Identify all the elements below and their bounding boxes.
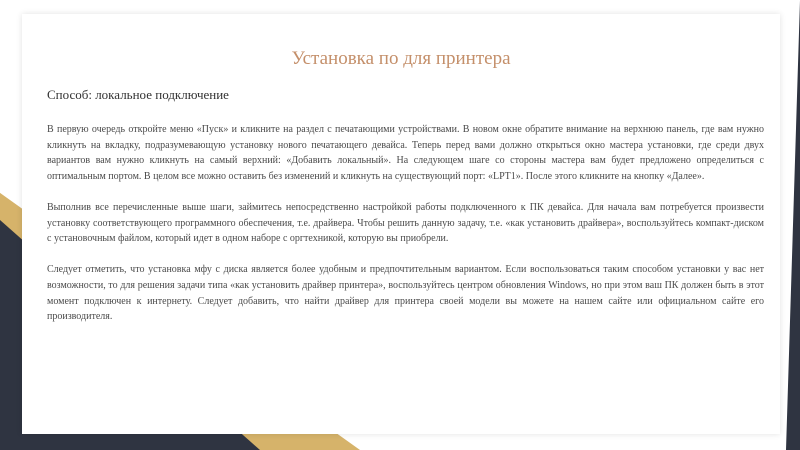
slide-body <box>47 122 764 340</box>
content-card <box>22 14 780 434</box>
paragraph-1: В первую очередь откройте меню «Пуск» и кликните на раздел с печатающими устройствами. В новом окне обратите внимание на верхнюю панель, где вам нужно кликнуть на вкладку, подразумевающую установку нового печатающего девайса. Теперь перед вами должно открыться окно мастера установки, где среди двух вариантов вам нужно кликнуть на самый верхний: «Добавить локальный». На следующем шаге со стороны мастера вам будет предложено определиться с оптимальным портом. В целом все можно оставить без изменений и кликнуть на существующий порт: «LPT1». После этого кликните на кнопку «Далее». <box>47 124 764 182</box>
paragraph-3: Следует отметить, что установка мфу с диска является более удобным и предпочтительным вариантом. Если воспользоваться таким способом установки у вас нет возможности, то для решения задачи типа «как установить драйвер принтера», воспользуйтесь центром обновления Windows, но при этом ваш ПК должен быть в этот момент подключен к интернету. Следует добавить, что найти драйвер для принтера своей модели вы можете на нашем сайте или официальном сайте его производителя. <box>47 264 764 323</box>
paragraph-2: Выполнив все перечисленные выше шаги, займитесь непосредственно настройкой работы подключенного к ПК девайса. Для начала вам потребуется произвести установку соответствующего программного обеспечения, т.е. драйвера. Чтобы решить данную задачу, т.е. «как установить драйвера», воспользуйтесь компакт-диском с установочным файлом, который идет в одном наборе с оргтехникой, которую вы приобрели. <box>47 201 764 245</box>
decorative-navy-edge <box>786 0 800 450</box>
slide-title: Установка по для принтера <box>291 48 511 69</box>
slide-subtitle: Способ: локальное подключение <box>47 87 229 102</box>
